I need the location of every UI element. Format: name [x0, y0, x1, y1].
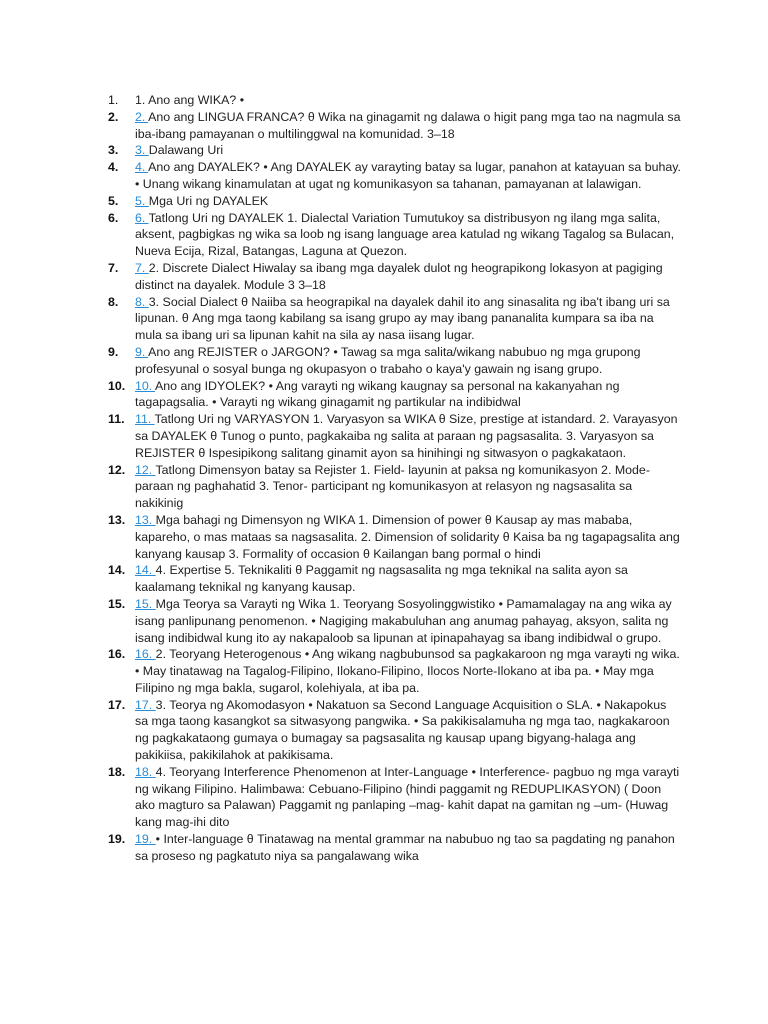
item-link[interactable]: 5.: [135, 193, 149, 208]
item-text: Tatlong Dimensyon batay sa Rejister 1. Field- layunin at paksa ng komunikasyon 2. Mode- paraan ng paghahatid 3. Tenor- participant ng komunikasyon at relasyon ng nagsasalita sa nakikinig: [135, 462, 650, 511]
list-item: [108, 210, 682, 260]
item-text: 3. Social Dialect θ Naiiba sa heograpikal na dayalek dahil ito ang sinasalita ng iba't ibang uri sa lipunan. θ Ang mga taong kabilang sa isang grupo ay may ibang pananalita kumpara sa iba na mula sa ibang uri sa lipunan kahit na sila ay nasa iisang lugar.: [135, 294, 670, 343]
item-number: 15.: [108, 596, 126, 611]
list-item: [108, 294, 682, 344]
item-link[interactable]: 9.: [135, 344, 149, 359]
list-item: [108, 344, 682, 378]
item-link[interactable]: 16.: [135, 647, 156, 662]
list-item: [108, 92, 682, 109]
item-text: Ano ang LINGUA FRANCA? θ Wika na ginagamit ng dalawa o higit pang mga tao na nagmula sa iba-ibang pamayanan o multilinggwal na komunidad. 3–18: [135, 109, 681, 141]
item-text: • Inter-language θ Tinatawag na mental grammar na nabubuo ng tao sa pagdating ng panahon sa proseso ng pagkatuto niya sa pangalawang wika: [135, 832, 675, 863]
item-link[interactable]: 19.: [135, 832, 156, 847]
item-number: 12.: [108, 462, 126, 477]
item-number: 6.: [108, 210, 119, 225]
item-text: Ano ang DAYALEK? • Ang DAYALEK ay varayting batay sa lugar, panahon at katayuan sa buhay. • Unang wikang kinamulatan at ugat ng komunikasyon sa tahanan, pamayanan at lalawigan.: [135, 160, 681, 191]
item-link[interactable]: 14.: [135, 563, 156, 578]
item-link[interactable]: 6.: [135, 210, 149, 225]
item-number: 18.: [108, 764, 126, 779]
list-item: [108, 411, 682, 461]
list-item: [108, 596, 682, 646]
item-text: 2. Discrete Dialect Hiwalay sa ibang mga dayalek dulot ng heograpikong lokasyon at pagiging distinct na dayalek. Module 3 3–18: [135, 260, 663, 292]
item-number: 11.: [108, 412, 125, 427]
item-link[interactable]: 10.: [135, 378, 155, 393]
item-number: 5.: [108, 193, 119, 208]
item-link[interactable]: 11.: [135, 412, 155, 427]
item-link[interactable]: 17.: [135, 697, 156, 712]
list-item: [108, 109, 682, 143]
item-link[interactable]: 2.: [135, 109, 149, 124]
item-number: 7.: [108, 260, 119, 275]
item-text: 3. Teorya ng Akomodasyon • Nakatuon sa Second Language Acquisition o SLA. • Nakapokus sa mga taong kasangkot sa sitwasyong pangwika. • Sa pakikisalamuha ng mga tao, nagkakaroon ng pagkakataong gumaya o bumagay sa pagsasalita ng kausap upang bigyang-halaga ang pakikiisa, pakikilahok at pakikisama.: [135, 697, 670, 763]
item-link[interactable]: 7.: [135, 260, 149, 275]
list-item: [108, 260, 682, 294]
item-text: 1. Ano ang WIKA? •: [135, 93, 245, 107]
list-item: [108, 764, 682, 831]
item-link[interactable]: 13.: [135, 512, 156, 527]
item-number: 19.: [108, 832, 126, 847]
item-number: 14.: [108, 563, 126, 578]
item-link[interactable]: 4.: [135, 160, 149, 175]
item-number: 16.: [108, 647, 126, 662]
list-item: [108, 512, 682, 562]
item-text: Tatlong Uri ng VARYASYON 1. Varyasyon sa WIKA θ Size, prestige at istandard. 2. Varayasyon sa DAYALEK θ Tunog o punto, pagkakaiba ng salita at paraan ng pagsasalita. 3. Varyasyon sa REJISTER θ Ispesipikong salitang ginamit ayon sa hinihingi ng sitwasyon o pagkakataon.: [135, 412, 678, 460]
item-number: 10.: [108, 378, 126, 393]
list-item: [108, 562, 682, 596]
list-item: [108, 646, 682, 696]
list-item: [108, 831, 682, 865]
item-number: 3.: [108, 143, 119, 158]
item-text: 4. Expertise 5. Teknikaliti θ Paggamit ng nagsasalita ng mga teknikal na salita ayon sa kaalamang teknikal ng kanyang kausap.: [135, 563, 628, 595]
item-text: Ano ang IDYOLEK? • Ang varayti ng wikang kaugnay sa personal na kakanyahan ng tagapagsalia. • Varayti ng wikang ginagamit ng partikular na indibidwal: [135, 378, 620, 410]
item-number: 13.: [108, 512, 126, 527]
item-text: 2. Teoryang Heterogenous • Ang wikang nagbubunsod sa pagkakaroon ng mga varayti ng wika. • May tinatawag na Tagalog-Filipino, Ilokano-Filipino, Ilocos Norte-Ilokano at iba pa. • May mga Filipino ng mga bakla, sugarol, kolehiyala, at iba pa.: [135, 647, 680, 695]
item-link[interactable]: 15.: [135, 596, 156, 611]
item-text: Mga Uri ng DAYALEK: [148, 193, 269, 208]
item-link[interactable]: 12.: [135, 462, 156, 477]
list-item: [108, 378, 682, 412]
item-number: 2.: [108, 109, 119, 124]
item-number: 8.: [108, 294, 119, 309]
item-text: Dalawang Uri: [148, 143, 224, 158]
numbered-list: [108, 92, 682, 865]
list-item: [108, 462, 682, 512]
list-item: [108, 697, 682, 764]
item-link[interactable]: 8.: [135, 294, 149, 309]
item-number: 9.: [108, 344, 119, 359]
item-text: 4. Teoryang Interference Phenomenon at Inter-Language • Interference- pagbuo ng mga varayti ng wikang Filipino. Halimbawa: Cebuano-Filipino (hindi paggamit ng REDUPLIKASYON) ( Doon ako magturo sa Palawan) Paggamit ng panlaping –mag- kahit dapat na gamitan ng –um- (Huwag kang mag-ihi dito: [135, 764, 680, 830]
list-item: [108, 142, 682, 159]
item-text: Tatlong Uri ng DAYALEK 1. Dialectal Variation Tumutukoy sa distribusyon ng ilang mga salita, aksent, pagbigkas ng wika sa loob ng isang language area katulad ng wikang Tagalog sa Bulacan, Nueva Ecija, Rizal, Batangas, Laguna at Quezon.: [135, 210, 675, 259]
item-link[interactable]: 3.: [135, 143, 149, 158]
list-item: [108, 193, 682, 210]
item-link[interactable]: 18.: [135, 764, 156, 779]
item-number: 17.: [108, 697, 126, 712]
item-text: Mga Teorya sa Varayti ng Wika 1. Teoryang Sosyolinggwistiko • Pamamalagay na ang wika ay isang panlipunang penomenon. • Nagiging makabuluhan ang anumag pahayag, aksyon, salita ng isang indibidwal kung ito ay nakapaloob sa lipunan at ipinapahayag sa ibang indibidwal o grupo.: [135, 596, 672, 645]
item-number: 1.: [108, 93, 119, 107]
list-item: [108, 159, 682, 193]
item-text: Ano ang REJISTER o JARGON? • Tawag sa mga salita/wikang nabubuo ng mga grupong profesyunal o sosyal bunga ng okupasyon o trabaho o kaya'y gawain ng isang grupo.: [135, 344, 641, 376]
item-text: Mga bahagi ng Dimensyon ng WIKA 1. Dimension of power θ Kausap ay mas mababa, kapareho, o mas mataas sa nagsasalita. 2. Dimension of solidarity θ Kaisa ba ng tagapagsalita ang kanyang kausap 3. Formality of occasion θ Kailangan bang pormal o hindi: [135, 512, 680, 561]
item-number: 4.: [108, 160, 119, 175]
